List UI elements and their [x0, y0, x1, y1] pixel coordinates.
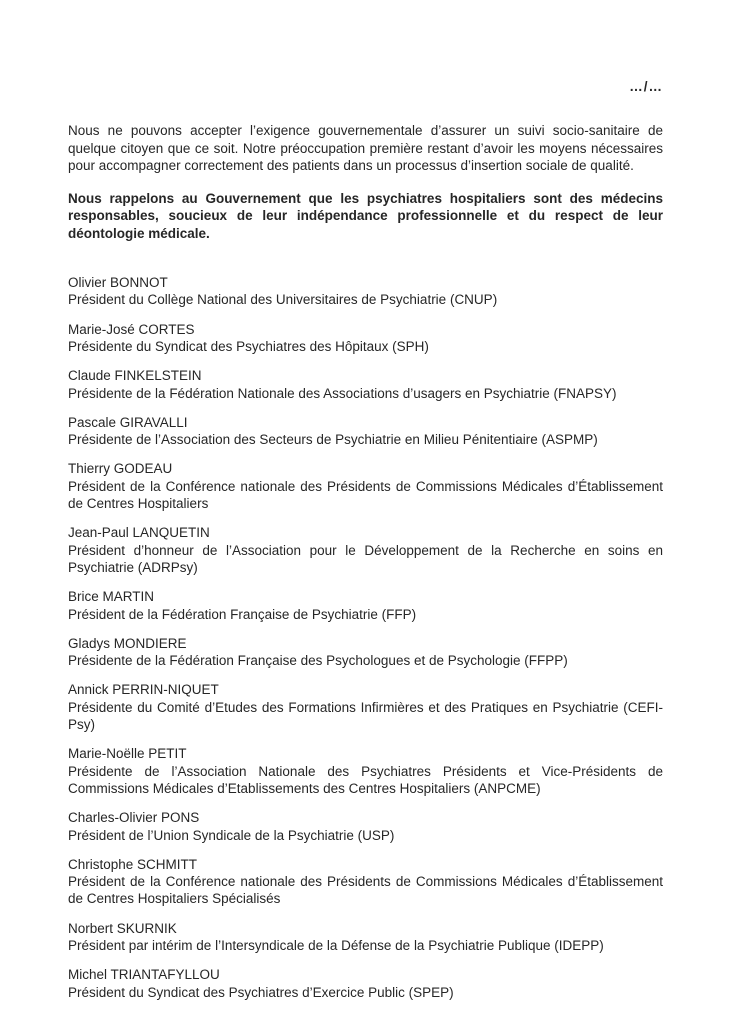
signatory-name: Michel TRIANTAFYLLOU — [68, 967, 220, 983]
paragraph-rappel-gouvernement: Nous rappelons au Gouvernement que les psychiatres hospitaliers sont des médecins responsables, soucieux de leur indépendance professionnelle et du respect de leur déontologie médicale. — [68, 191, 663, 241]
signatory-name: Christophe SCHMITT — [68, 856, 198, 872]
signatory-item — [68, 635, 663, 670]
signatory-role: Président de l’Union Syndicale de la Psychiatrie (USP) — [68, 827, 395, 843]
signatory-role: Présidente de l’Association Nationale des Psychiatres Présidents et Vice-Présidents de Commissions Médicales d’Etablissements des Centres Hospitaliers (ANPCME) — [68, 763, 663, 796]
signatory-item — [68, 745, 663, 797]
signatory-item — [68, 856, 663, 908]
signatory-item — [68, 809, 663, 844]
signatory-name: Pascale GIRAVALLI — [68, 414, 188, 430]
signatory-role: Présidente de la Fédération Nationale des Associations d’usagers en Psychiatrie (FNAPSY) — [68, 385, 617, 401]
signatories-list — [68, 274, 663, 1001]
signatory-item — [68, 588, 663, 623]
signatory-item — [68, 460, 663, 512]
signatory-name: Gladys MONDIERE — [68, 635, 187, 651]
signatory-role: Présidente du Syndicat des Psychiatres des Hôpitaux (SPH) — [68, 338, 429, 354]
signatory-item — [68, 966, 663, 1001]
signatory-role: Président de la Conférence nationale des Présidents de Commissions Médicales d’Établissement de Centres Hospitaliers Spécialisés — [68, 874, 663, 907]
signatory-item — [68, 274, 663, 309]
signatory-item — [68, 414, 663, 449]
signatory-name: Marie-José CORTES — [68, 321, 195, 337]
signatory-item — [68, 367, 663, 402]
signatory-role: Président du Collège National des Universitaires de Psychiatrie (CNUP) — [68, 292, 498, 308]
signatory-role: Présidente du Comité d’Etudes des Formations Infirmières et des Pratiques en Psychiatrie (CEFI-Psy) — [68, 699, 663, 733]
page-continuation-mark: …/… — [629, 79, 663, 94]
signatory-name: Jean-Paul LANQUETIN — [68, 525, 210, 541]
signatory-name: Marie-Noëlle PETIT — [68, 746, 187, 762]
signatory-role: Président du Syndicat des Psychiatres d’Exercice Public (SPEP) — [68, 984, 454, 1000]
signatory-name: Norbert SKURNIK — [68, 920, 177, 936]
paragraph-socio-sanitaire: Nous ne pouvons accepter l’exigence gouvernementale d’assurer un suivi socio-sanitaire de quelque citoyen que ce soit. Notre préoccupation première restant d’avoir les moyens nécessaires pour accompagner correctement des patients dans un processus d’insertion sociale de qualité. — [68, 123, 663, 173]
signatory-name: Olivier BONNOT — [68, 275, 168, 291]
signatory-name: Charles-Olivier PONS — [68, 810, 200, 826]
signatory-item — [68, 321, 663, 356]
signatory-role: Présidente de l’Association des Secteurs de Psychiatrie en Milieu Pénitentiaire (ASPMP) — [68, 432, 598, 448]
signatory-role: Présidente de la Fédération Française des Psychologues et de Psychologie (FFPP) — [68, 653, 568, 669]
signatory-name: Brice MARTIN — [68, 589, 155, 605]
signatory-item — [68, 681, 663, 733]
signatory-name: Annick PERRIN-NIQUET — [68, 682, 219, 698]
signatory-item — [68, 524, 663, 576]
signatory-role: Président par intérim de l’Intersyndicale de la Défense de la Psychiatrie Publique (IDEPP) — [68, 937, 604, 953]
signatory-name: Thierry GODEAU — [68, 461, 173, 477]
signatory-name: Claude FINKELSTEIN — [68, 368, 202, 384]
signatory-item — [68, 920, 663, 955]
signatory-role: Président de la Conférence nationale des Présidents de Commissions Médicales d’Établissement de Centres Hospitaliers — [68, 478, 663, 512]
signatory-role: Président d’honneur de l’Association pour le Développement de la Recherche en soins en Psychiatrie (ADRPsy) — [68, 542, 663, 575]
signatory-role: Président de la Fédération Française de Psychiatrie (FFP) — [68, 606, 417, 622]
